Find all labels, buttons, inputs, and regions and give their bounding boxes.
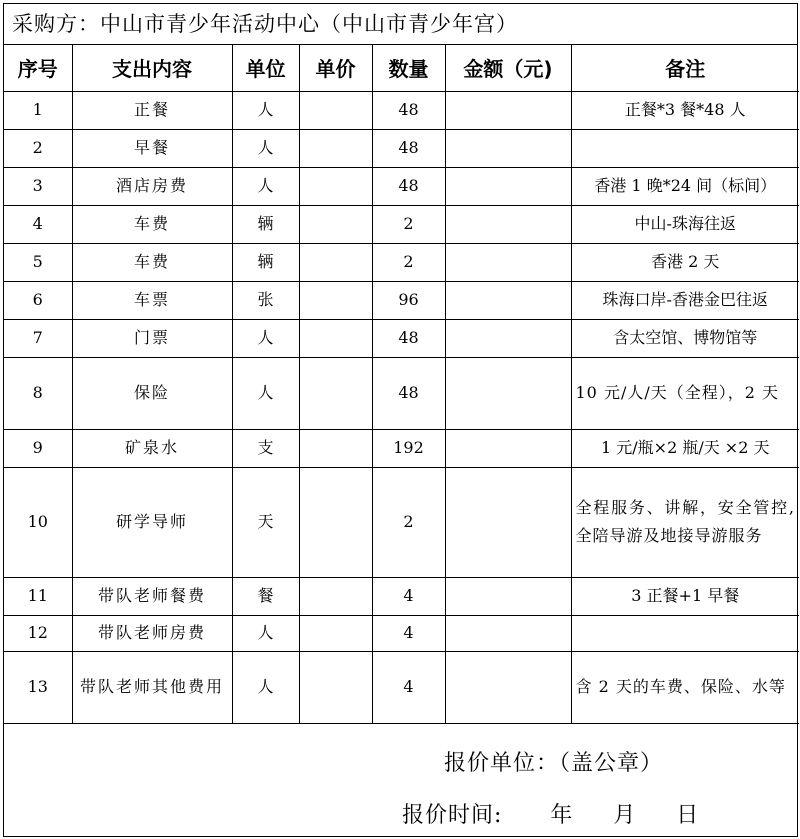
row-note: 中山-珠海往返 [571, 205, 799, 243]
table-row [4, 91, 799, 129]
row-no: 11 [4, 577, 72, 615]
row-unit: 人 [232, 651, 299, 723]
row-no: 2 [4, 129, 72, 167]
col-header-item: 支出内容 [72, 45, 232, 91]
row-qty: 2 [372, 243, 445, 281]
row-note: 含太空馆、博物馆等 [571, 319, 799, 357]
table-row [4, 205, 799, 243]
quote-time-label: 报价时间: 年 月 日 [402, 803, 700, 828]
row-unit: 人 [232, 615, 299, 651]
row-no: 13 [4, 651, 72, 723]
table-row [4, 319, 799, 357]
table-row [4, 129, 799, 167]
row-no: 3 [4, 167, 72, 205]
table-row [4, 281, 799, 319]
row-qty: 4 [372, 615, 445, 651]
row-price [299, 357, 372, 429]
row-no: 7 [4, 319, 72, 357]
row-note [571, 615, 799, 651]
table-row [4, 243, 799, 281]
table-row [4, 615, 799, 651]
row-note: 全程服务、讲解，安全管控,全陪导游及地接导游服务 [571, 467, 799, 577]
row-amount [445, 129, 571, 167]
row-qty: 48 [372, 167, 445, 205]
row-note: 香港 2 天 [571, 243, 799, 281]
row-unit: 天 [232, 467, 299, 577]
row-unit: 餐 [232, 577, 299, 615]
row-unit: 人 [232, 167, 299, 205]
row-qty: 96 [372, 281, 445, 319]
table-row [4, 167, 799, 205]
row-note: 含 2 天的车费、保险、水等 [571, 651, 799, 723]
col-header-qty: 数量 [372, 45, 445, 91]
row-amount [445, 467, 571, 577]
table-row [4, 357, 799, 429]
row-item: 车票 [72, 281, 232, 319]
row-amount [445, 243, 571, 281]
row-price [299, 429, 372, 467]
row-price [299, 615, 372, 651]
quote-unit-label: 报价单位：（盖公章） [444, 751, 664, 776]
purchaser-title: 采购方：中山市青少年活动中心（中山市青少年宫） [4, 4, 797, 45]
row-qty: 48 [372, 319, 445, 357]
row-amount [445, 205, 571, 243]
row-price [299, 319, 372, 357]
row-note: 10 元/人/天（全程），2 天 [571, 357, 799, 429]
row-qty: 4 [372, 651, 445, 723]
row-amount [445, 429, 571, 467]
row-item: 正餐 [72, 91, 232, 129]
header-row [4, 45, 799, 91]
row-note: 香港 1 晚*24 间（标间） [571, 167, 799, 205]
row-amount [445, 615, 571, 651]
row-no: 10 [4, 467, 72, 577]
col-header-amount: 金额（元) [445, 45, 571, 91]
row-amount [445, 651, 571, 723]
col-header-unit: 单位 [232, 45, 299, 91]
row-amount [445, 167, 571, 205]
row-item: 矿泉水 [72, 429, 232, 467]
row-amount [445, 281, 571, 319]
table-row [4, 467, 799, 577]
row-unit: 张 [232, 281, 299, 319]
row-amount [445, 577, 571, 615]
row-unit: 人 [232, 357, 299, 429]
table-row [4, 577, 799, 615]
row-item: 车费 [72, 243, 232, 281]
row-note: 3 正餐+1 早餐 [571, 577, 799, 615]
row-price [299, 243, 372, 281]
row-price [299, 577, 372, 615]
row-item: 保险 [72, 357, 232, 429]
row-item: 早餐 [72, 129, 232, 167]
row-item: 车费 [72, 205, 232, 243]
row-item: 研学导师 [72, 467, 232, 577]
row-price [299, 167, 372, 205]
row-price [299, 129, 372, 167]
row-price [299, 467, 372, 577]
table-row [4, 651, 799, 723]
col-header-note: 备注 [571, 45, 799, 91]
row-price [299, 651, 372, 723]
row-note [571, 129, 799, 167]
row-unit: 人 [232, 319, 299, 357]
expense-table [4, 45, 799, 724]
col-header-price: 单价 [299, 45, 372, 91]
row-price [299, 281, 372, 319]
table-row [4, 429, 799, 467]
row-qty: 192 [372, 429, 445, 467]
row-qty: 4 [372, 577, 445, 615]
row-no: 6 [4, 281, 72, 319]
row-no: 9 [4, 429, 72, 467]
row-qty: 2 [372, 205, 445, 243]
row-item: 带队老师房费 [72, 615, 232, 651]
row-no: 8 [4, 357, 72, 429]
row-note: 珠海口岸-香港金巴往返 [571, 281, 799, 319]
row-item: 酒店房费 [72, 167, 232, 205]
row-note: 正餐*3 餐*48 人 [571, 91, 799, 129]
row-unit: 辆 [232, 205, 299, 243]
procurement-quote-sheet [3, 3, 798, 837]
row-unit: 人 [232, 91, 299, 129]
row-no: 1 [4, 91, 72, 129]
col-header-no: 序号 [4, 45, 72, 91]
row-amount [445, 91, 571, 129]
row-qty: 48 [372, 129, 445, 167]
row-qty: 2 [372, 467, 445, 577]
row-amount [445, 319, 571, 357]
row-amount [445, 357, 571, 429]
row-unit: 支 [232, 429, 299, 467]
row-price [299, 91, 372, 129]
row-price [299, 205, 372, 243]
row-item: 带队老师其他费用 [72, 651, 232, 723]
row-item: 门票 [72, 319, 232, 357]
row-qty: 48 [372, 357, 445, 429]
row-unit: 辆 [232, 243, 299, 281]
row-note: 1 元/瓶×2 瓶/天 ×2 天 [571, 429, 799, 467]
row-no: 5 [4, 243, 72, 281]
row-unit: 人 [232, 129, 299, 167]
row-no: 4 [4, 205, 72, 243]
row-item: 带队老师餐费 [72, 577, 232, 615]
quote-footer [4, 722, 797, 836]
row-qty: 48 [372, 91, 445, 129]
row-no: 12 [4, 615, 72, 651]
